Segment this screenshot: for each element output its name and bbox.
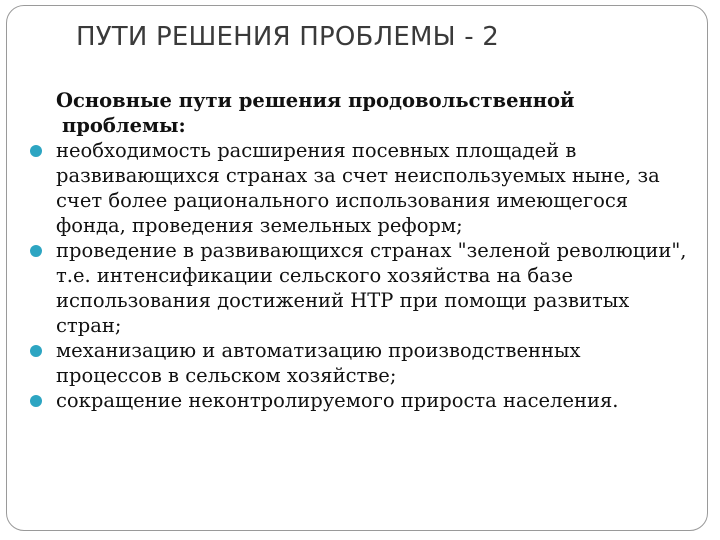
list-item [20, 388, 690, 413]
intro-text: Основные пути решения продовольственной проблемы: [56, 89, 575, 137]
list-item [20, 338, 690, 388]
bullet-dot-icon [30, 345, 42, 357]
bullet-dot-icon [30, 395, 42, 407]
bullet-dot-icon [30, 245, 42, 257]
slide-content [20, 88, 690, 413]
bullet-list [20, 138, 690, 413]
list-item-text: механизацию и автоматизацию производственных процессов в сельском хозяйстве; [56, 339, 581, 387]
list-item [20, 238, 690, 338]
list-item [20, 138, 690, 238]
bullet-dot-icon [30, 145, 42, 157]
slide-title: ПУТИ РЕШЕНИЯ ПРОБЛЕМЫ - 2 [76, 22, 499, 52]
list-item-text: сокращение неконтролируемого прироста населения. [56, 389, 619, 412]
list-item-text: проведение в развивающихся странах "зеленой революции", т.е. интенсификации сельского хозяйства на базе использования достижений НТР при помощи развитых стран; [56, 239, 687, 337]
list-item-text: необходимость расширения посевных площадей в развивающихся странах за счет неиспользуемых ныне, за счет более рационального использования имеющегося фонда, проведения земельных реформ; [56, 139, 660, 237]
